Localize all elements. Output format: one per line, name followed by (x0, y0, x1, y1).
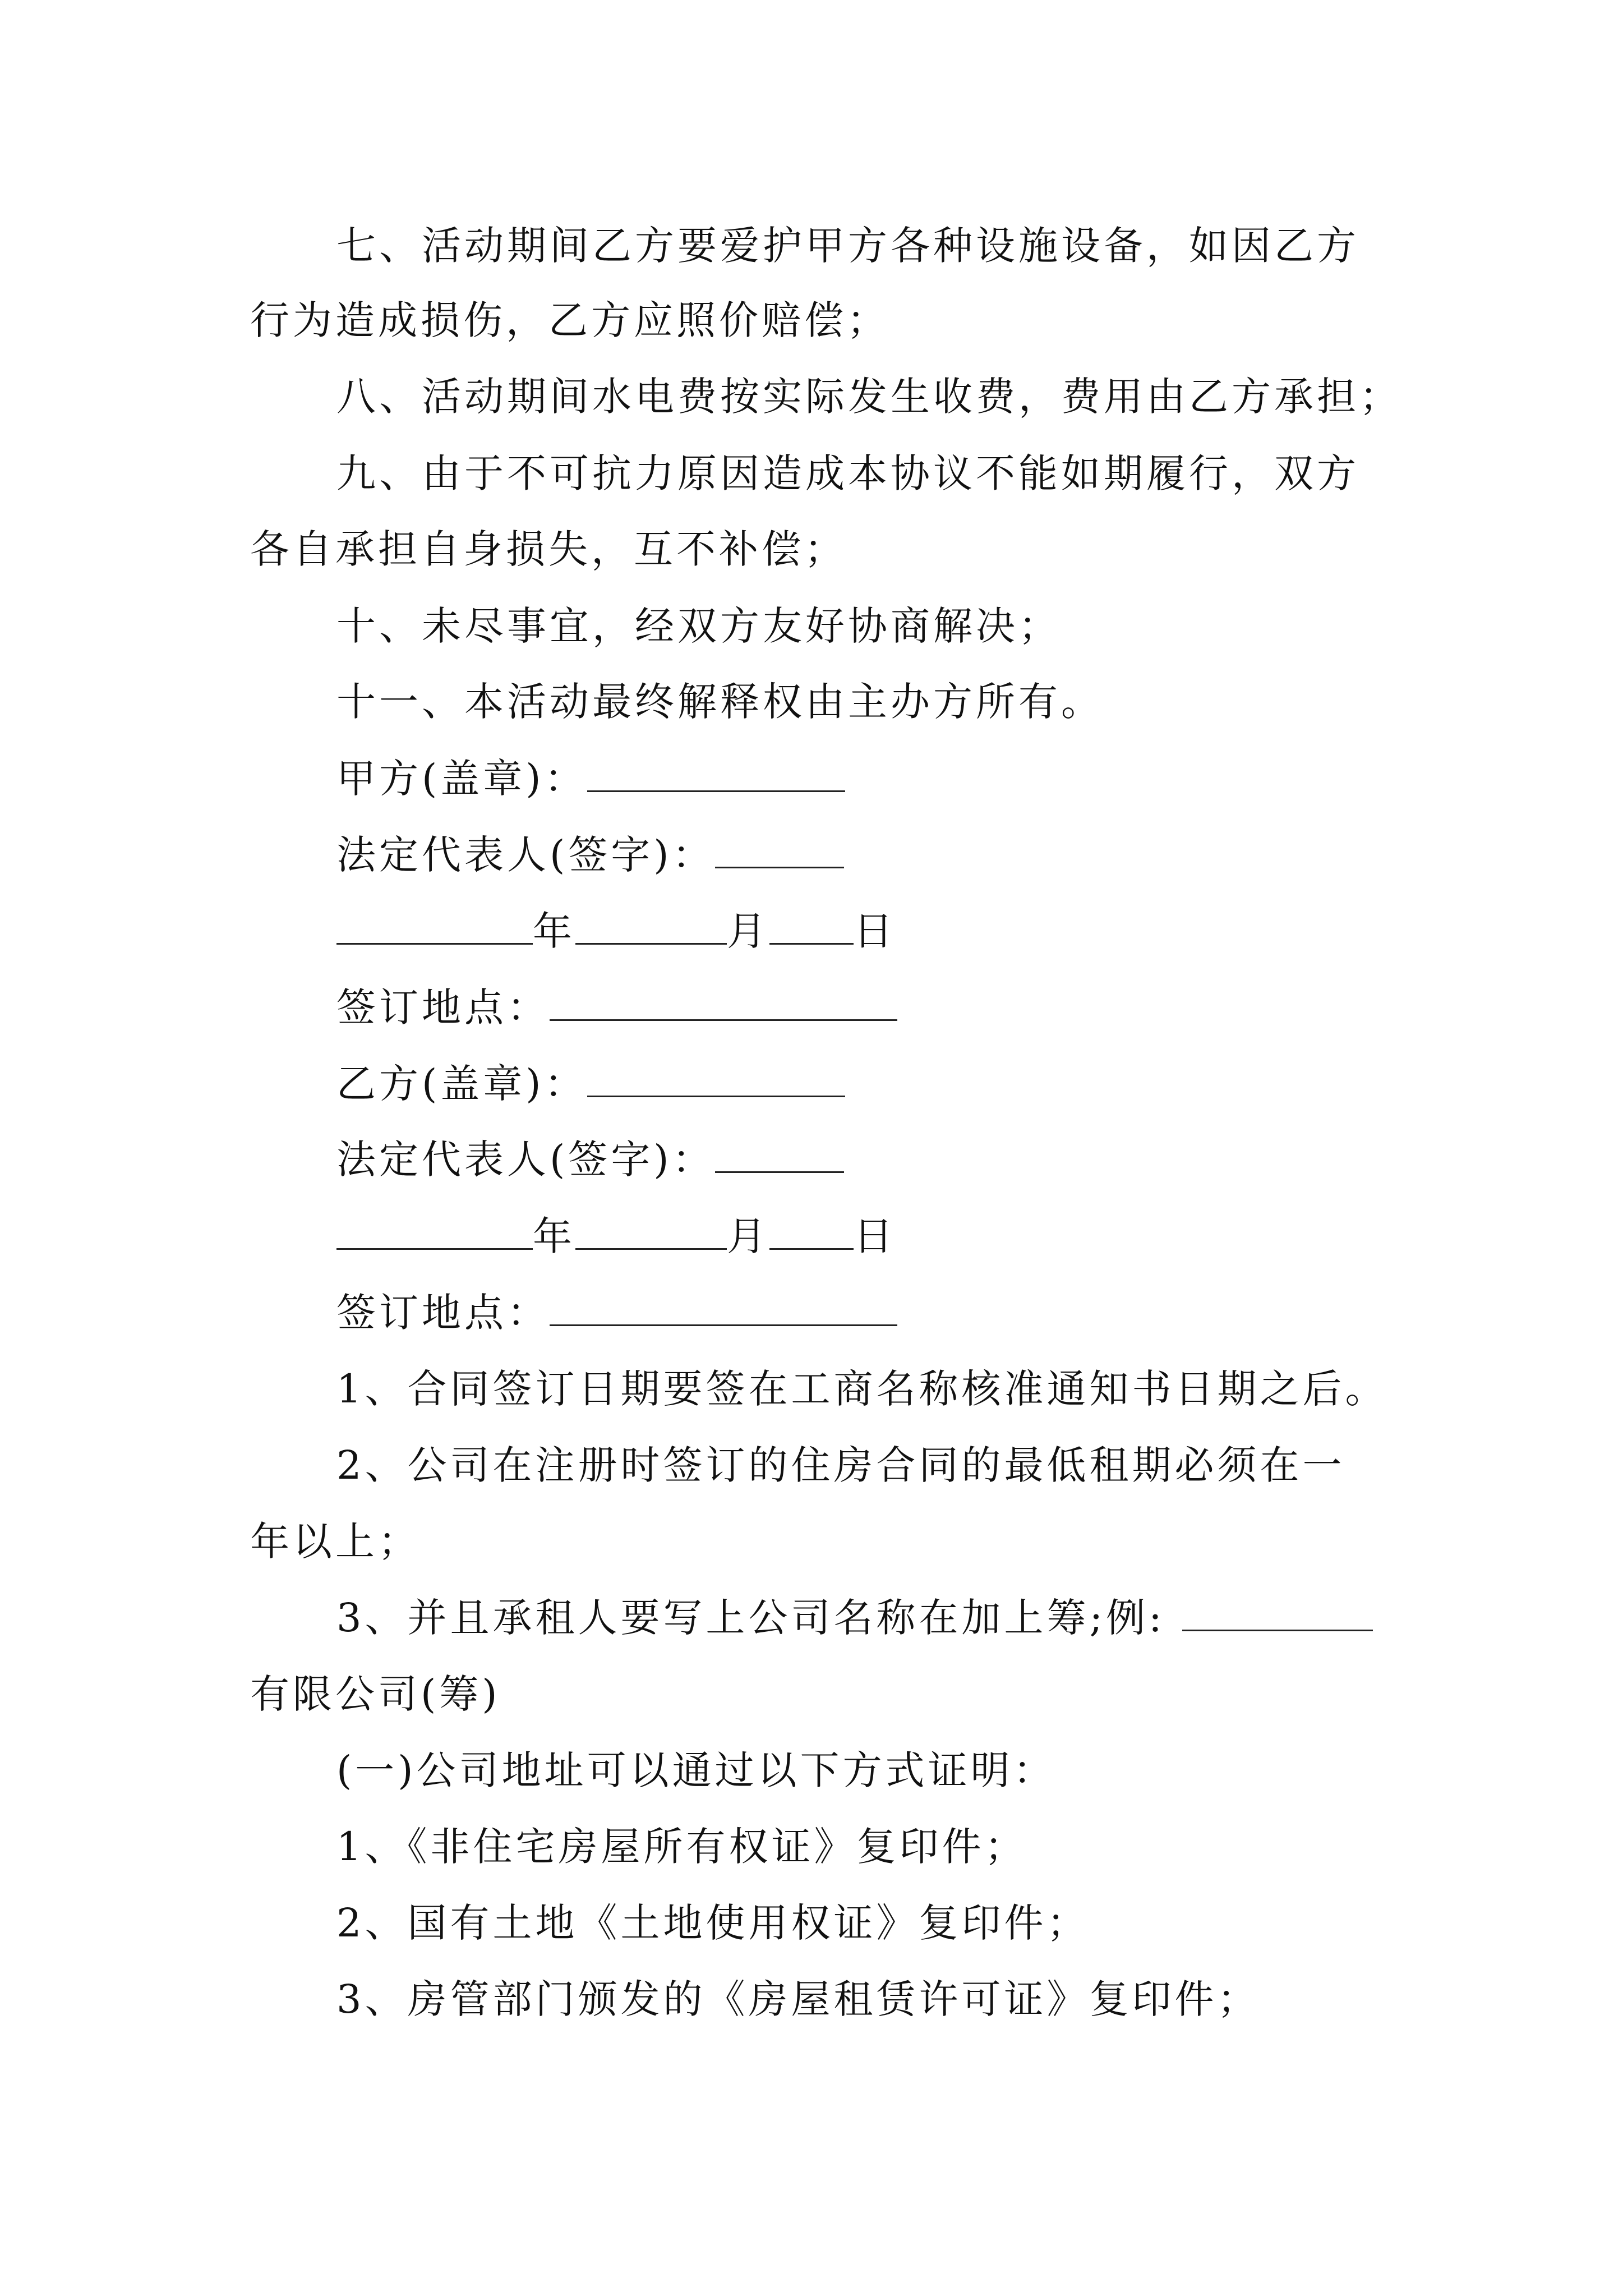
party-a-seal-blank (587, 785, 845, 792)
address-item-2: 2、国有土地《土地使用权证》复印件； (336, 1900, 1090, 1946)
clause-11: 十一、本活动最终解释权由主办方所有。 (336, 679, 1104, 725)
note-2-line-1: 2、公司在注册时签订的住房合同的最低租期必须在一 (336, 1442, 1345, 1488)
party-b-year-label: 年 (533, 1213, 575, 1259)
party-a-day-label: 日 (854, 908, 896, 954)
note-3-line-1 (0, 1587, 1623, 1649)
address-item-3: 3、房管部门颁发的《房屋租赁许可证》复印件； (336, 1976, 1260, 2022)
party-a-place-row (0, 977, 1623, 1038)
party-b-day-blank (769, 1243, 854, 1250)
party-b-day-label: 日 (854, 1213, 896, 1259)
party-b-month-blank (575, 1243, 727, 1250)
party-a-date-row (0, 900, 1623, 962)
clause-10: 十、未尽事宜，经双方友好协商解决； (336, 603, 1061, 649)
clause-8: 八、活动期间水电费按实际发生收费，费用由乙方承担； (336, 374, 1402, 420)
party-b-year-blank (336, 1243, 533, 1250)
party-a-rep-row (0, 824, 1623, 886)
party-a-place-blank (550, 1014, 897, 1021)
address-item-1: 1、《非住宅房屋所有权证》复印件； (336, 1824, 1027, 1870)
party-a-year-label: 年 (533, 908, 575, 954)
clause-7-line-2: 行为造成损伤，乙方应照价赔偿； (250, 297, 889, 343)
party-b-rep-label: 法定代表人(签字)： (336, 1137, 715, 1182)
party-a-rep-label: 法定代表人(签字)： (336, 832, 715, 878)
note-3-text: 3、并且承租人要写上公司名称在加上筹;例: (336, 1595, 1165, 1641)
note-3-blank (1182, 1624, 1373, 1631)
party-a-rep-blank (715, 861, 844, 868)
party-a-seal-row (0, 748, 1623, 809)
clause-9-line-1: 九、由于不可抗力原因造成本协议不能如期履行，双方 (336, 450, 1359, 496)
clause-9-line-2: 各自承担自身损失，互不补偿； (250, 526, 847, 572)
party-b-place-row (0, 1282, 1623, 1343)
note-2-line-2: 年以上； (250, 1519, 421, 1565)
party-a-year-blank (336, 937, 533, 945)
party-a-month-label: 月 (727, 908, 769, 954)
party-b-seal-blank (587, 1090, 845, 1097)
party-b-place-label: 签订地点： (336, 1290, 550, 1336)
party-a-place-label: 签订地点： (336, 984, 550, 1030)
party-b-month-label: 月 (727, 1213, 769, 1259)
clause-7-line-1: 七、活动期间乙方要爱护甲方各种设施设备，如因乙方 (336, 223, 1359, 269)
party-b-date-row (0, 1205, 1623, 1267)
address-heading: (一)公司地址可以通过以下方式证明： (336, 1747, 1056, 1793)
note-1: 1、合同签订日期要签在工商名称核准通知书日期之后。 (336, 1366, 1388, 1412)
party-b-seal-row (0, 1053, 1623, 1115)
party-b-place-blank (550, 1319, 897, 1326)
party-b-rep-blank (715, 1166, 844, 1173)
party-b-rep-row (0, 1129, 1623, 1190)
party-a-day-blank (769, 937, 854, 945)
party-a-month-blank (575, 937, 727, 945)
note-3-line-2: 有限公司(筹) (250, 1671, 501, 1717)
party-a-seal-label: 甲方(盖章)： (336, 756, 587, 802)
party-b-seal-label: 乙方(盖章)： (336, 1061, 587, 1107)
